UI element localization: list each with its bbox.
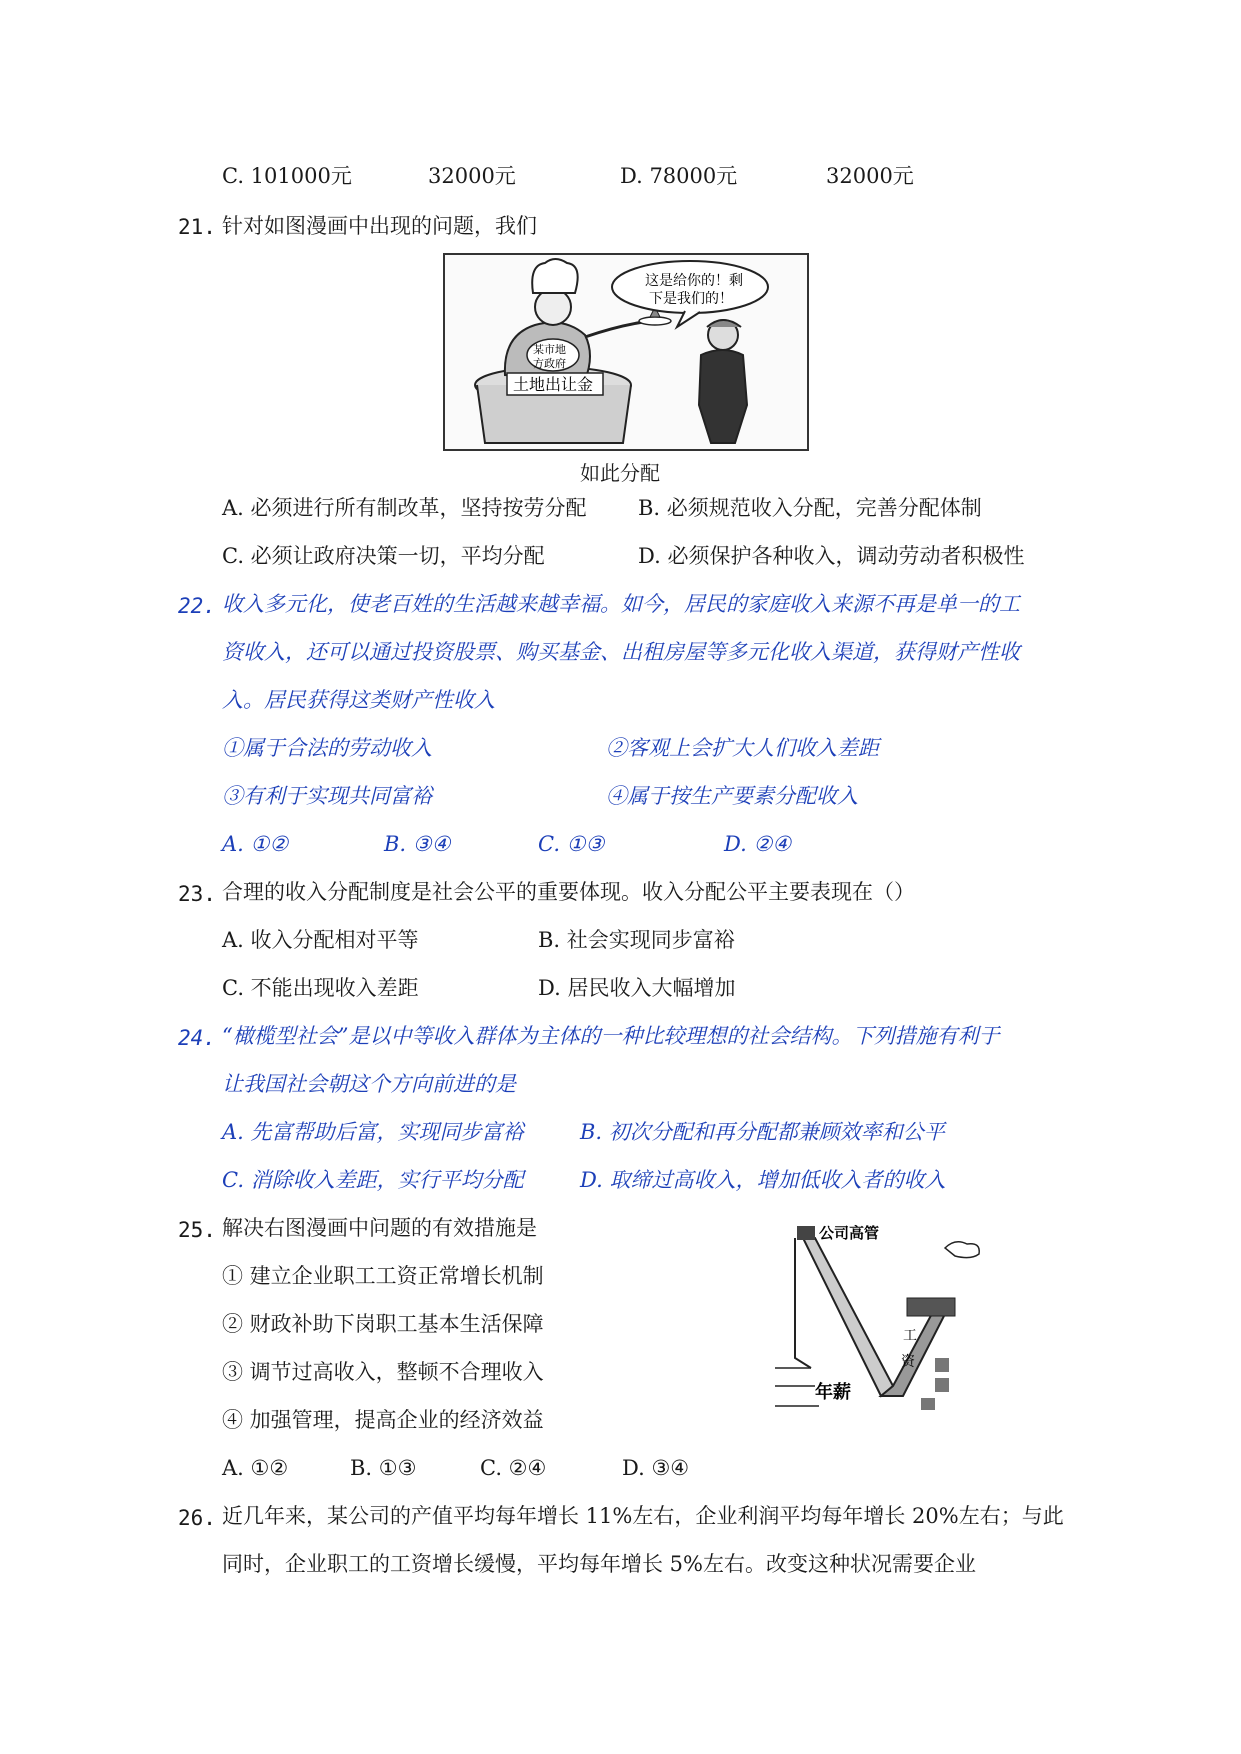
q21-option-d: D. 必须保护各种收入，调动劳动者积极性	[638, 544, 1025, 568]
cartoon-work-char: 工	[903, 1328, 917, 1344]
q21-stem: 针对如图漫画中出现的问题，我们	[222, 214, 537, 238]
q22-stem-line1: 收入多元化，使老百姓的生活越来越幸福。如今，居民的家庭收入来源不再是单一的工	[222, 592, 1020, 616]
cartoon-tag-line1: 某市地	[533, 343, 566, 356]
q23-option-a: A. 收入分配相对平等	[222, 928, 419, 952]
q22-number: 22.	[178, 594, 216, 618]
cartoon-tag-line2: 方政府	[533, 357, 566, 370]
cartoon-exec-label: 公司高管	[819, 1224, 880, 1242]
q25-option-c: C. ②④	[480, 1456, 547, 1480]
q23-number: 23.	[178, 882, 216, 906]
q21-option-a: A. 必须进行所有制改革，坚持按劳分配	[222, 496, 587, 520]
q25-statement-3: ③ 调节过高收入，整顿不合理收入	[222, 1360, 544, 1384]
q25-option-d: D. ③④	[622, 1456, 690, 1480]
q24-option-b: B. 初次分配和再分配都兼顾效率和公平	[580, 1120, 945, 1144]
cartoon-caption: 如此分配	[580, 461, 660, 485]
q20-option-c: C. 101000元	[222, 164, 352, 188]
q22-option-c: C. ①③	[538, 832, 605, 856]
q26-stem-line2: 同时，企业职工的工资增长缓慢，平均每年增长 5%左右。改变这种状况需要企业	[222, 1552, 976, 1576]
q21-option-c: C. 必须让政府决策一切，平均分配	[222, 544, 545, 568]
q22-statement-2: ②客观上会扩大人们收入差距	[606, 736, 879, 760]
wage-gap-cartoon	[775, 1218, 985, 1433]
cartoon-salary-label: 年薪	[815, 1382, 851, 1403]
q24-option-a: A. 先富帮助后富，实现同步富裕	[222, 1120, 524, 1144]
q22-option-d: D. ②④	[724, 832, 792, 856]
q25-option-b: B. ①③	[350, 1456, 417, 1480]
q24-number: 24.	[178, 1026, 216, 1050]
q24-stem-line2: 让我国社会朝这个方向前进的是	[222, 1072, 516, 1096]
q24-option-d: D. 取缔过高收入，增加低收入者的收入	[580, 1168, 946, 1192]
q22-statement-3: ③有利于实现共同富裕	[222, 784, 432, 808]
cartoon-bubble-line1: 这是给你的！剩	[645, 273, 743, 289]
q25-option-a: A. ①②	[222, 1456, 289, 1480]
q25-number: 25.	[178, 1218, 216, 1242]
q25-statement-2: ② 财政补助下岗职工基本生活保障	[222, 1312, 544, 1336]
q23-option-b: B. 社会实现同步富裕	[538, 928, 735, 952]
q26-stem-line1: 近几年来，某公司的产值平均每年增长 11%左右，企业利润平均每年增长 20%左右；与此	[222, 1504, 1064, 1528]
q26-number: 26.	[178, 1506, 216, 1530]
land-distribution-cartoon	[443, 253, 809, 451]
q24-stem-line1: “橄榄型社会”是以中等收入群体为主体的一种比较理想的社会结构。下列措施有利于	[222, 1024, 1000, 1048]
q22-statement-1: ①属于合法的劳动收入	[222, 736, 432, 760]
q24-option-c: C. 消除收入差距，实行平均分配	[222, 1168, 524, 1192]
q21-number: 21.	[178, 215, 216, 239]
q23-option-d: D. 居民收入大幅增加	[538, 976, 736, 1000]
q20-option-d: D. 78000元	[620, 164, 738, 188]
q25-stem: 解决右图漫画中问题的有效措施是	[222, 1216, 537, 1240]
q21-option-b: B. 必须规范收入分配，完善分配体制	[638, 496, 982, 520]
q20-option-d-value2: 32000元	[826, 164, 914, 188]
q22-option-b: B. ③④	[384, 832, 451, 856]
q25-statement-4: ④ 加强管理，提高企业的经济效益	[222, 1408, 544, 1432]
q23-stem: 合理的收入分配制度是社会公平的重要体现。收入分配公平主要表现在（）	[222, 880, 915, 904]
q22-stem-line2: 资收入，还可以通过投资股票、购买基金、出租房屋等多元化收入渠道，获得财产性收	[222, 640, 1020, 664]
q22-stem-line3: 入。居民获得这类财产性收入	[222, 688, 495, 712]
q25-statement-1: ① 建立企业职工工资正常增长机制	[222, 1264, 544, 1288]
cartoon-plate-label: 土地出让金	[513, 375, 594, 394]
cartoon-zi-char: 资	[901, 1354, 915, 1370]
cartoon-bubble-line2: 下是我们的！	[649, 291, 733, 307]
q22-option-a: A. ①②	[222, 832, 289, 856]
q20-option-c-value2: 32000元	[428, 164, 516, 188]
q22-statement-4: ④属于按生产要素分配收入	[606, 784, 858, 808]
q23-option-c: C. 不能出现收入差距	[222, 976, 419, 1000]
